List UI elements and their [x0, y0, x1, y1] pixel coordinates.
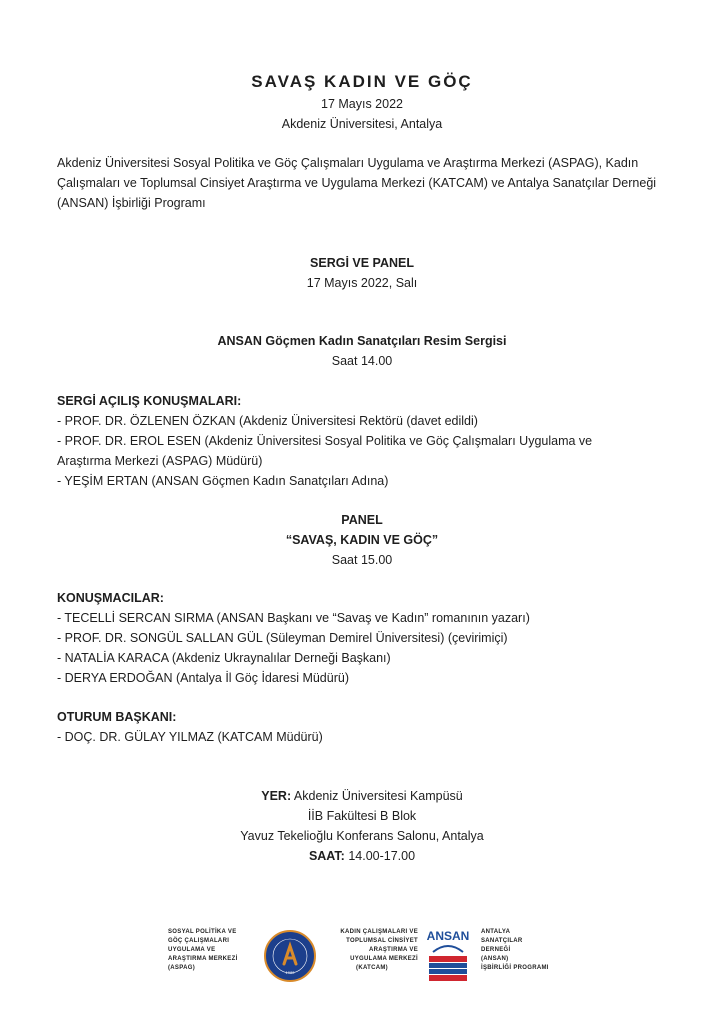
list-item: Araştırma Merkezi (ASPAG) Müdürü) [57, 454, 263, 468]
list-item: - PROF. DR. ÖZLENEN ÖZKAN (Akdeniz Üniversitesi Rektörü (davet edildi) [57, 414, 478, 428]
speakers-list [57, 588, 677, 688]
header-place: Akdeniz Üniversitesi, Antalya [281, 117, 443, 131]
katcam-label: KADIN ÇALIŞMALARI VE TOPLUMSAL CİNSİYET ARAŞTIRMA VE UYGULAMA MERKEZİ (KATCAM) [340, 929, 418, 971]
footer-logos [0, 922, 724, 992]
header-meta [0, 94, 724, 134]
exhibition-title: ANSAN Göçmen Kadın Sanatçıları Resim Sergisi [217, 334, 507, 348]
list-item: - NATALİA KARACA (Akdeniz Ukraynalılar Derneği Başkanı) [57, 651, 391, 665]
exhibition-time: Saat 14.00 [331, 354, 393, 368]
svg-text:ANSAN: ANSAN [427, 929, 469, 943]
program-block [0, 253, 724, 293]
list-item: - PROF. DR. SONGÜL SALLAN GÜL (Süleyman Demirel Üniversitesi) (çevirimiçi) [57, 631, 508, 645]
venue-line1: Akdeniz Üniversitesi Kampüsü [293, 789, 463, 803]
intro-paragraph: Akdeniz Üniversitesi Sosyal Politika ve Göç Çalışmaları Uygulama ve Araştırma Merkezi (ASPAG), Kadın Çalışmaları ve Toplumsal Cinsiyet Araştırma ve Uygulama Merkezi (KATCAM) ve Antalya Sanatçılar Derneği (ANSAN) İşbirliği Programı [57, 156, 657, 210]
list-item: - DERYA ERDOĞAN (Antalya İl Göç İdaresi Müdürü) [57, 671, 349, 685]
ansan-label: ANTALYA SANATÇILAR DERNEĞİ (ANSAN) İŞBİRLİĞİ PROGRAMI [481, 929, 549, 971]
panel-block [0, 510, 724, 570]
opening-speeches [57, 391, 677, 491]
panel-title: “SAVAŞ, KADIN VE GÖÇ” [285, 533, 439, 547]
venue-block [0, 786, 724, 866]
university-seal-logo [264, 930, 316, 982]
list-item: - TECELLİ SERCAN SIRMA (ANSAN Başkanı ve “Savaş ve Kadın” romanının yazarı) [57, 611, 530, 625]
chair-heading: OTURUM BAŞKANI: [57, 710, 177, 724]
chair-list [57, 707, 677, 747]
exhibition-block [0, 331, 724, 371]
ansan-logo-icon [427, 926, 469, 984]
header-date: 17 Mayıs 2022 [321, 97, 403, 111]
list-item: - YEŞİM ERTAN (ANSAN Göçmen Kadın Sanatçıları Adına) [57, 474, 389, 488]
panel-label: PANEL [341, 513, 383, 527]
ansan-logo [427, 926, 469, 984]
list-item: - PROF. DR. EROL ESEN (Akdeniz Üniversitesi Sosyal Politika ve Göç Çalışmaları Uygulama ve [57, 434, 593, 448]
venue-label: YER: [261, 789, 292, 803]
venue-time-label: SAAT: [308, 849, 345, 863]
panel-time: Saat 15.00 [331, 553, 393, 567]
program-heading: SERGİ VE PANEL [310, 256, 414, 270]
venue-line3: Yavuz Tekelioğlu Konferans Salonu, Antalya [240, 829, 484, 843]
list-item: - DOÇ. DR. GÜLAY YILMAZ (KATCAM Müdürü) [57, 730, 323, 744]
svg-text:1982: 1982 [285, 970, 295, 975]
speakers-heading: KONUŞMACILAR: [57, 591, 164, 605]
program-date: 17 Mayıs 2022, Salı [306, 276, 418, 290]
aspag-label: SOSYAL POLİTİKA VE GÖÇ ÇALIŞMALARI UYGULAMA VE ARAŞTIRMA MERKEZİ (ASPAG) [168, 929, 238, 971]
venue-time: 14.00-17.00 [348, 849, 416, 863]
university-seal-icon [266, 932, 314, 980]
venue-line2: İİB Fakültesi B Blok [307, 809, 417, 823]
opening-heading: SERGİ AÇILIŞ KONUŞMALARI: [57, 394, 242, 408]
document-title: SAVAŞ KADIN VE GÖÇ [251, 72, 473, 91]
